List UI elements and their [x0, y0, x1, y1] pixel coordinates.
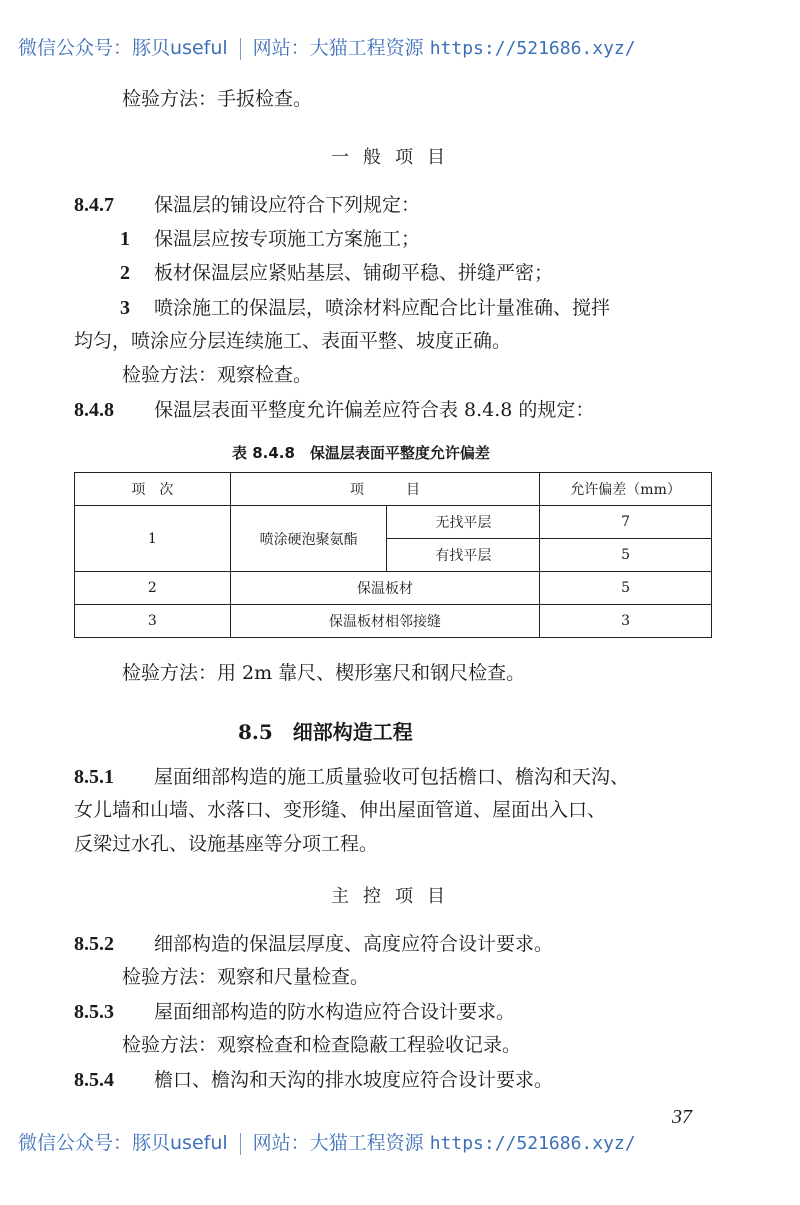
heading-general-items: 一般项目 [331, 147, 459, 168]
clause-number: 8.4.7 [74, 194, 114, 216]
site-label: 网站：大猫工程资源 [252, 37, 424, 59]
cell-tolerance: 7 [540, 506, 712, 539]
cell-tolerance: 5 [540, 572, 712, 605]
clause-8-4-7-item-3-cont: 均匀，喷涂应分层连续施工、表面平整、坡度正确。 [74, 330, 512, 352]
cell-tolerance: 5 [540, 539, 712, 572]
clause-8-5-4 [74, 1070, 553, 1090]
header-item: 项 目 [230, 473, 539, 506]
clause-8-5-1 [74, 767, 629, 787]
clause-number: 8.4.8 [74, 399, 114, 421]
cell-item: 喷涂硬泡聚氨酯 [230, 506, 387, 572]
clause-text: 屋面细部构造的防水构造应符合设计要求。 [154, 1001, 516, 1023]
header-tolerance: 允许偏差（mm） [540, 473, 712, 506]
table-row [75, 572, 712, 605]
section-8-5-heading: 8.5 细部构造工程 [238, 720, 413, 744]
clause-number: 8.5.1 [74, 766, 114, 788]
item-number: 2 [120, 262, 130, 284]
table-caption: 表 8.4.8 保温层表面平整度允许偏差 [232, 444, 490, 462]
cell-subitem: 有找平层 [387, 539, 540, 572]
clause-text: 檐口、檐沟和天沟的排水坡度应符合设计要求。 [154, 1069, 554, 1091]
wechat-label: 微信公众号：豚贝useful [18, 37, 228, 59]
cell-index: 2 [75, 572, 231, 605]
cell-index: 3 [75, 605, 231, 638]
bottom-watermark [18, 1128, 636, 1155]
inspection-method-measure: 检验方法：观察和尺量检查。 [122, 966, 370, 988]
cell-subitem: 无找平层 [387, 506, 540, 539]
clause-8-4-8 [74, 400, 594, 420]
cell-item: 保温板材相邻接缝 [230, 605, 539, 638]
inspection-method-ruler: 检验方法：用 2m 靠尺、楔形塞尺和钢尺检查。 [122, 662, 526, 684]
clause-number: 8.5.4 [74, 1069, 114, 1091]
clause-8-4-7-item-3 [120, 298, 610, 318]
header-index: 项 次 [75, 473, 231, 506]
table-row [75, 506, 712, 539]
inspection-method-observe: 检验方法：观察检查。 [122, 364, 313, 386]
clause-8-4-7-item-2 [120, 263, 553, 283]
clause-8-4-7-item-1 [120, 229, 420, 249]
watermark-divider [240, 1133, 241, 1155]
clause-number: 8.5.3 [74, 1001, 114, 1023]
item-text: 喷涂施工的保温层，喷涂材料应配合比计量准确、搅拌 [154, 297, 611, 319]
clause-number: 8.5.2 [74, 933, 114, 955]
table-row [75, 605, 712, 638]
clause-8-5-1-cont-1: 女儿墙和山墙、水落口、变形缝、伸出屋面管道、屋面出入口、 [74, 799, 607, 821]
top-watermark [18, 33, 636, 60]
clause-8-5-2 [74, 934, 553, 954]
item-text: 板材保温层应紧贴基层、铺砌平稳、拼缝严密； [154, 262, 554, 284]
clause-8-5-1-cont-2: 反梁过水孔、设施基座等分项工程。 [74, 833, 379, 855]
clause-text: 保温层表面平整度允许偏差应符合表 8.4.8 的规定： [154, 399, 595, 421]
clause-text: 细部构造的保温层厚度、高度应符合设计要求。 [154, 933, 554, 955]
tolerance-table [74, 472, 712, 638]
heading-main-control-items: 主控项目 [331, 886, 459, 907]
clause-text: 保温层的铺设应符合下列规定： [154, 194, 421, 216]
page-number: 37 [672, 1106, 692, 1128]
item-text: 保温层应按专项施工方案施工； [154, 228, 421, 250]
item-number: 3 [120, 297, 130, 319]
inspection-method-hidden: 检验方法：观察检查和检查隐蔽工程验收记录。 [122, 1034, 522, 1056]
clause-text: 屋面细部构造的施工质量验收可包括檐口、檐沟和天沟、 [154, 766, 630, 788]
inspection-method-hand: 检验方法：手扳检查。 [122, 88, 313, 110]
item-number: 1 [120, 228, 130, 250]
wechat-label: 微信公众号：豚贝useful [18, 1132, 228, 1154]
site-url[interactable]: https://521686.xyz/ [429, 38, 636, 59]
watermark-divider [240, 38, 241, 60]
cell-index: 1 [75, 506, 231, 572]
site-label: 网站：大猫工程资源 [252, 1132, 424, 1154]
site-url[interactable]: https://521686.xyz/ [429, 1133, 636, 1154]
cell-item: 保温板材 [230, 572, 539, 605]
clause-8-5-3 [74, 1002, 515, 1022]
table-header-row [75, 473, 712, 506]
cell-tolerance: 3 [540, 605, 712, 638]
clause-8-4-7 [74, 195, 420, 215]
